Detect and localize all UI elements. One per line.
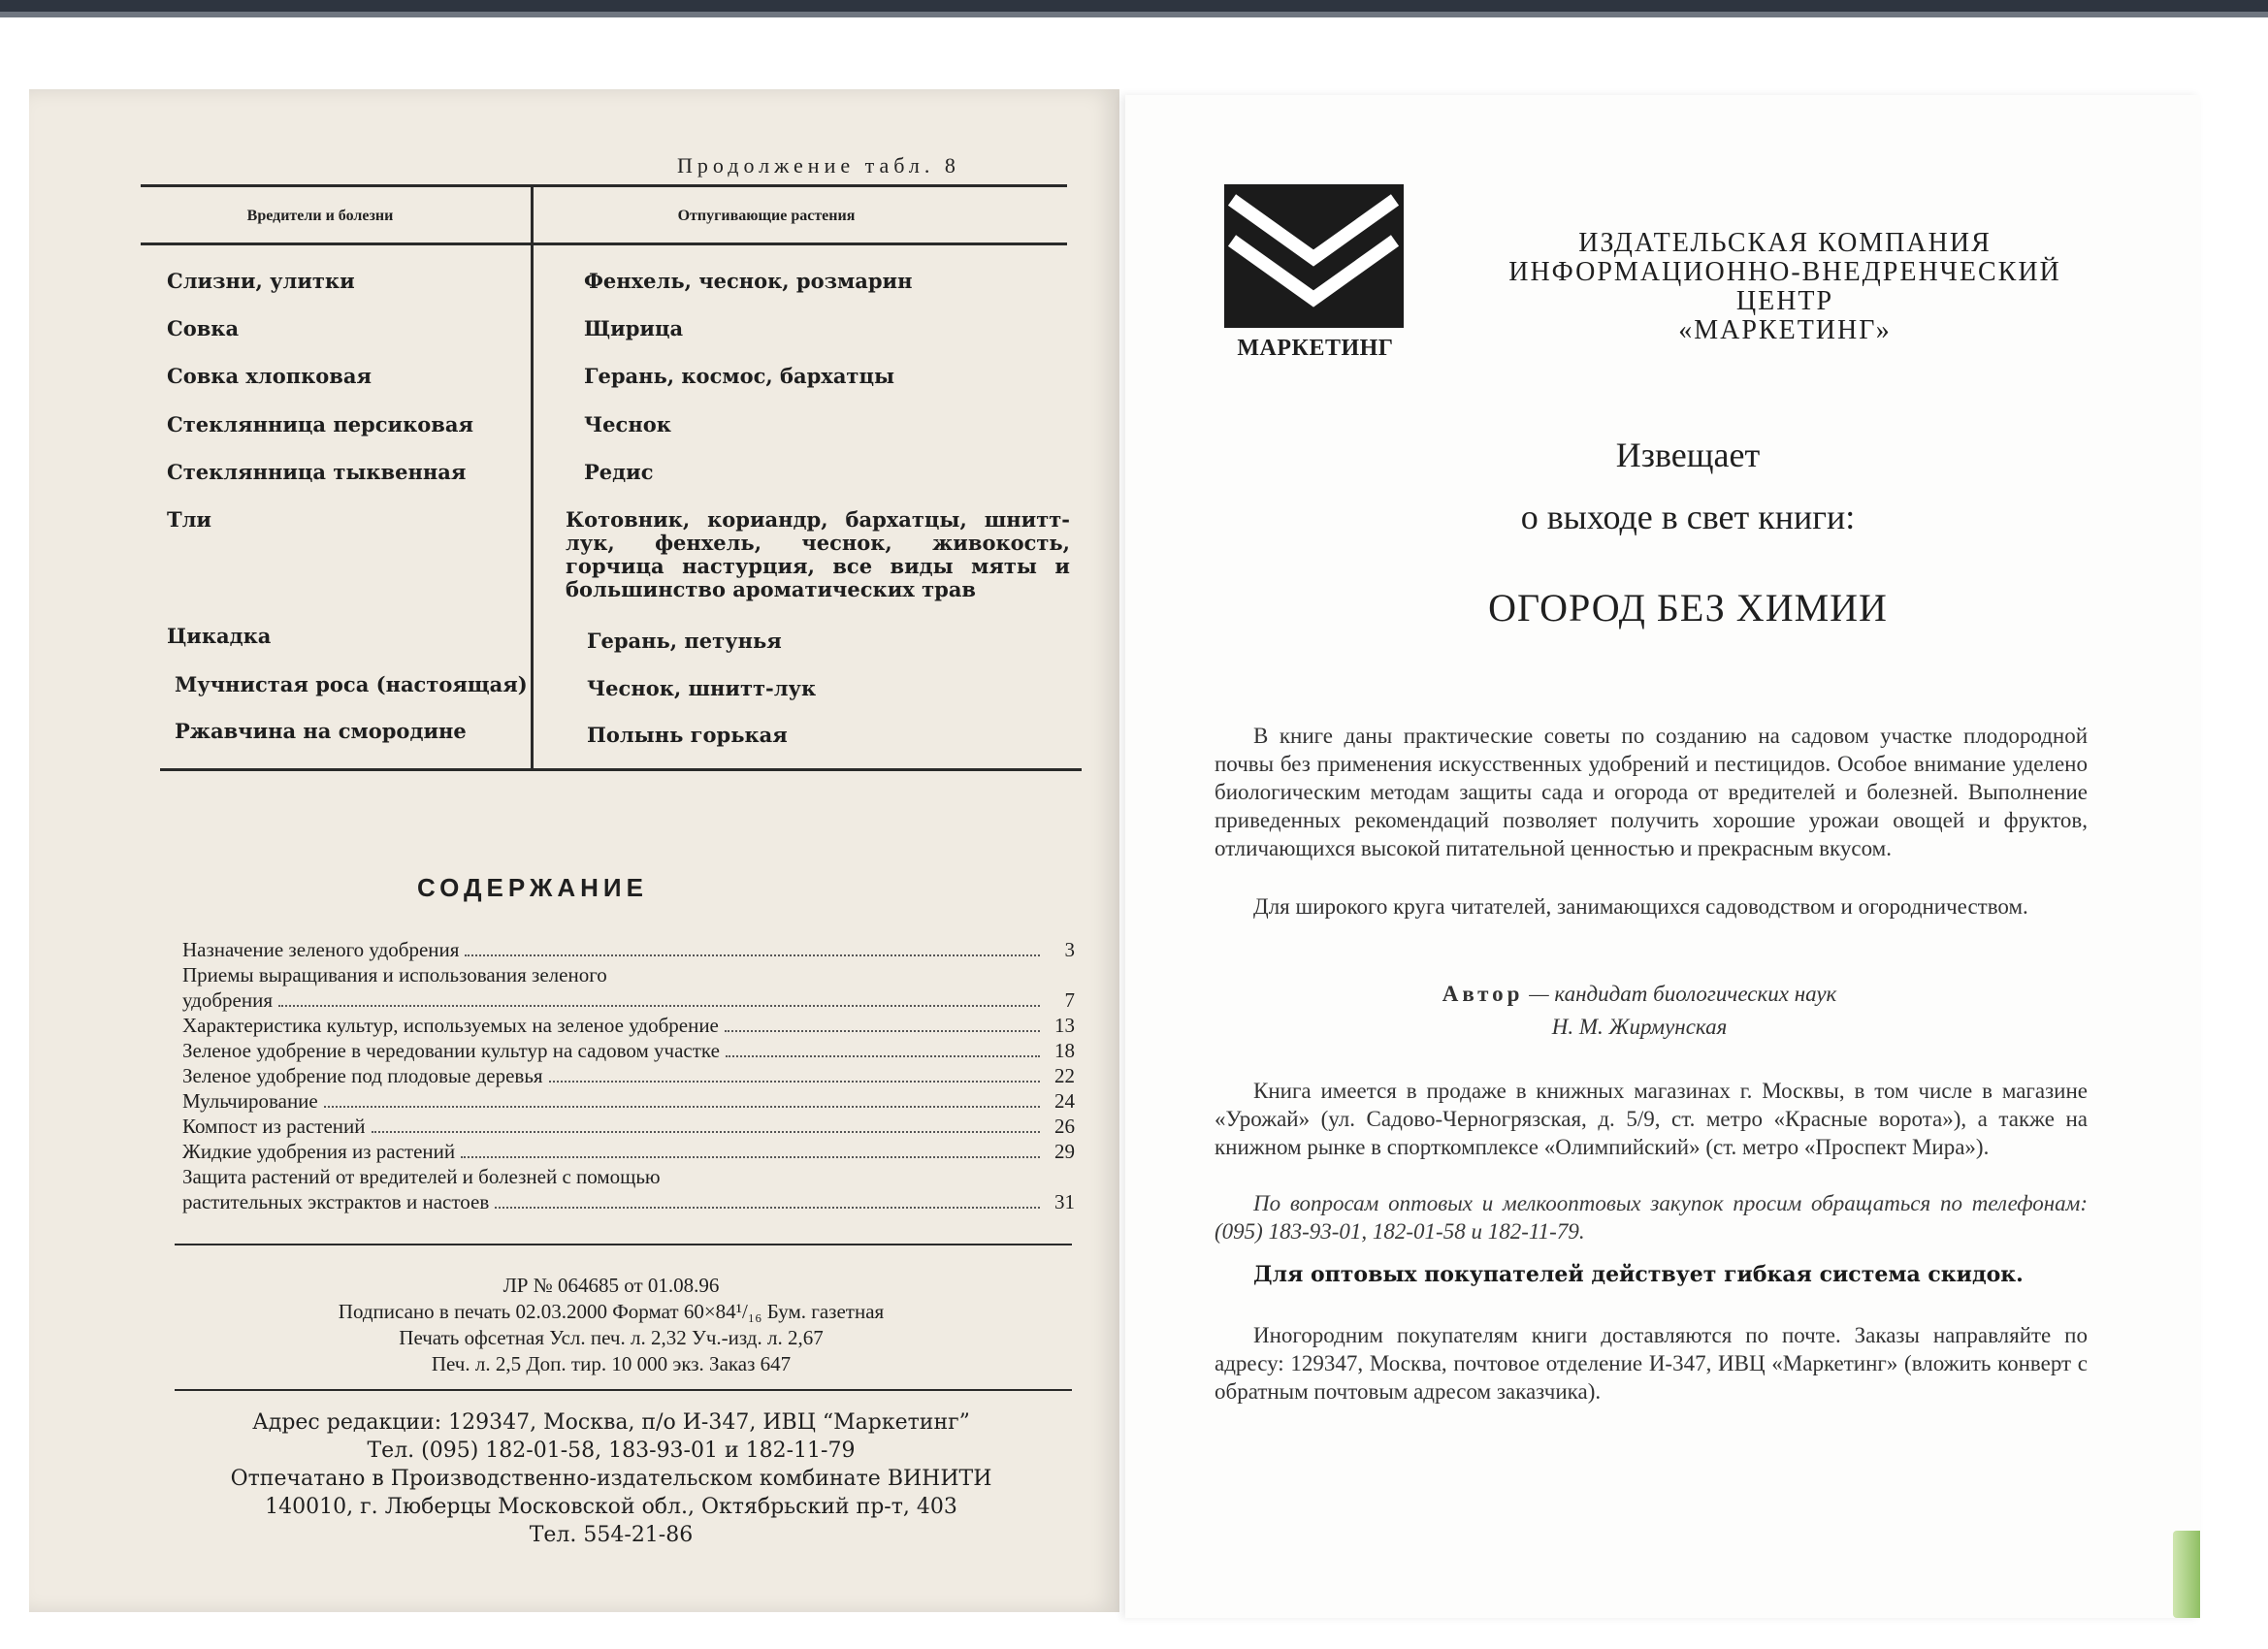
toc-leader — [278, 1005, 1040, 1007]
imprint-line: ЛР № 064685 от 01.08.96 — [502, 1274, 720, 1297]
announce-subheading: о выходе в свет книги: — [1520, 498, 1856, 536]
book-title: ОГОРОД БЕЗ ХИМИИ — [1488, 586, 1888, 630]
author-description: — кандидат биологических наук — [1529, 982, 1837, 1006]
toc-leader — [324, 1106, 1040, 1108]
toc-item-title: Характеристика культур, используемых на зеленое удобрение — [182, 1014, 719, 1037]
toc-item — [182, 987, 1075, 1013]
toc-item-page: 26 — [1054, 1115, 1075, 1138]
table-cell-plants: Полынь горькая — [587, 723, 788, 747]
logo-text: МАРКЕТИНГ — [1237, 336, 1394, 361]
availability-text: Книга имеется в продаже в книжных магазинах г. Москвы, в том числе в магазине «Урожай» (ул. Садово-Черногрязская, д. 5/9, ст. метро «Красные ворота»), а также на книжном рынке в спорткомплексе «Олимпийский» (ст. метро «Проспект Мира»). — [1215, 1079, 2088, 1159]
toc-item-page: 31 — [1054, 1190, 1075, 1213]
publisher-line: ИЗДАТЕЛЬСКАЯ КОМПАНИЯ — [1578, 228, 1992, 258]
table-column-divider — [531, 186, 534, 768]
toc-item-page: 29 — [1054, 1140, 1075, 1163]
table-cell-pest: Мучнистая роса (настоящая) — [175, 672, 528, 696]
toc-item-title: Компост из растений — [182, 1115, 366, 1138]
toc-item-title: Приемы выращивания и использования зеленого — [182, 963, 607, 986]
left-page — [29, 89, 1119, 1612]
table-cell-plants: Герань, петунья — [587, 629, 782, 653]
toc-item — [182, 1164, 1075, 1189]
imprint-line: Печ. л. 2,5 Доп. тир. 10 000 экз. Заказ 647 — [431, 1352, 792, 1375]
chevron-logo-icon — [1224, 184, 1404, 328]
marketing-logo — [1224, 184, 1404, 328]
toc-leader — [461, 1156, 1040, 1158]
publisher-line: ИНФОРМАЦИОННО-ВНЕДРЕНЧЕСКИЙ — [1508, 257, 2061, 287]
table-cell-plants: Редис — [584, 460, 654, 484]
table-cell-plants: Чеснок, шнитт-лук — [587, 676, 817, 700]
toc-item-page: 7 — [1064, 988, 1075, 1012]
table-cell-plants: Щирица — [584, 316, 684, 340]
table-bottom-rule — [160, 768, 1082, 771]
table-cell-plants: Герань, космос, бархатцы — [584, 364, 895, 388]
author-block — [1251, 978, 2027, 1044]
table-header-pests: Вредители и болезни — [246, 208, 394, 224]
toc-bottom-rule — [175, 1244, 1072, 1245]
table-cell-pest: Слизни, улитки — [167, 269, 355, 293]
announce-heading: Извещает — [1615, 436, 1761, 474]
toc-item — [182, 937, 1075, 962]
toc-item — [182, 1088, 1075, 1114]
page-edge-mark — [2173, 1531, 2200, 1618]
toc-leader — [465, 954, 1040, 956]
toc-item — [182, 1038, 1075, 1063]
toc-item-title: растительных экстрактов и настоев — [182, 1190, 490, 1213]
publisher-line: «МАРКЕТИНГ» — [1678, 315, 1892, 345]
imprint-line: Подписано в печать 02.03.2000 Формат 60×84¹/₁₆ Бум. газетная — [338, 1300, 885, 1323]
discount-notice: Для оптовых покупателей действует гибкая система скидок. — [1253, 1262, 2024, 1287]
toc-leader — [495, 1207, 1040, 1209]
toc-title: СОДЕРЖАНИЕ — [417, 873, 648, 902]
right-page — [1125, 95, 2200, 1618]
toc-leader — [725, 1030, 1040, 1032]
table-cell-pest: Ржавчина на смородине — [175, 719, 467, 743]
scanner-edge-shadow — [0, 12, 2268, 17]
toc-item — [182, 1139, 1075, 1164]
book-description: В книге даны практические советы по созданию на садовом участке плодородной почвы без применения искусственных удобрений и пестицидов. Особое внимание уделено биологическим методам защиты сада и огорода от вредителей и болезней. Выполнение приведенных рекомендаций позволяет получить хорошие урожаи овощей и фруктов, отличающихся высокой питательной ценностью и прекрасным вкусом. — [1215, 724, 2088, 860]
author-label: Автор — [1442, 982, 1524, 1006]
toc-item-title: Зеленое удобрение в чередовании культур на садовом участке — [182, 1039, 720, 1062]
toc-leader — [726, 1055, 1040, 1057]
table-cell-plants: Фенхель, чеснок, розмарин — [584, 269, 913, 293]
table-header-rule — [141, 242, 1067, 245]
toc-leader — [372, 1131, 1041, 1133]
toc-item — [182, 1013, 1075, 1038]
toc-item-title: Защита растений от вредителей и болезней с помощью — [182, 1165, 661, 1188]
toc-item-page: 24 — [1054, 1089, 1075, 1113]
address-line: Отпечатано в Производственно-издательском комбинате ВИНИТИ — [230, 1467, 992, 1491]
table-top-rule — [141, 184, 1067, 187]
toc-item-title: Жидкие удобрения из растений — [182, 1140, 456, 1163]
table-cell-plants: Котовник, кориандр, бархатцы, шнитт-лук, фенхель, чеснок, живокость, горчица настурция, все виды мяты и большинство ароматических трав — [566, 507, 1070, 601]
table-cell-pest: Тли — [167, 507, 212, 532]
book-audience: Для широкого круга читателей, занимающихся садоводством и огородничеством. — [1253, 894, 2028, 919]
toc-item-page: 18 — [1054, 1039, 1075, 1062]
toc-item-title: Мульчирование — [182, 1089, 318, 1113]
table-cell-pest: Совка — [167, 316, 240, 340]
table-cell-plants: Чеснок — [584, 412, 671, 436]
table-cell-pest: Совка хлопковая — [167, 364, 372, 388]
address-line: Тел. (095) 182-01-58, 183-93-01 и 182-11-79 — [367, 1439, 856, 1463]
toc-leader — [549, 1081, 1040, 1083]
table-continuation-label: Продолжение табл. 8 — [677, 153, 960, 178]
toc-item-page: 22 — [1054, 1064, 1075, 1087]
scanner-edge — [0, 0, 2268, 12]
toc-item — [182, 1114, 1075, 1139]
toc-item — [182, 1189, 1075, 1214]
table-header-plants: Отпугивающие растения — [677, 208, 856, 224]
toc-item-page: 13 — [1054, 1014, 1075, 1037]
toc-item-page: 3 — [1064, 938, 1075, 961]
toc-item-title: удобрения — [182, 988, 274, 1012]
mail-order-text: Иногородним покупателям книги доставляются по почте. Заказы направляйте по адресу: 129347, Москва, почтовое отделение И-347, ИВЦ «Маркетинг» (вложить конверт с обратным почтовым адресом заказчика). — [1215, 1323, 2088, 1404]
address-line: Адрес редакции: 129347, Москва, п/о И-347, ИВЦ “Маркетинг” — [252, 1410, 970, 1435]
imprint-bottom-rule — [175, 1389, 1072, 1391]
address-line: 140010, г. Люберцы Московской обл., Октябрьский пр-т, 403 — [265, 1495, 957, 1519]
table-cell-pest: Стеклянница тыквенная — [167, 460, 467, 484]
publisher-name — [1455, 229, 2115, 345]
imprint-line: Печать офсетная Усл. печ. л. 2,32 Уч.-изд. л. 2,67 — [399, 1326, 824, 1349]
toc-item — [182, 962, 1075, 987]
address-line: Тел. 554-21-86 — [529, 1523, 694, 1547]
table-cell-pest: Стеклянница персиковая — [167, 412, 473, 436]
wholesale-phones: По вопросам оптовых и мелкооптовых закупок просим обращаться по телефонам: (095) 183-93-01, 182-01-58 и 182-11-79. — [1215, 1191, 2088, 1244]
toc-item-title: Зеленое удобрение под плодовые деревья — [182, 1064, 543, 1087]
author-name: Н. М. Жирмунская — [1551, 1015, 1728, 1039]
toc-item — [182, 1063, 1075, 1088]
table-cell-pest: Цикадка — [167, 624, 272, 648]
toc-item-title: Назначение зеленого удобрения — [182, 938, 460, 961]
publisher-line: ЦЕНТР — [1735, 286, 1834, 316]
